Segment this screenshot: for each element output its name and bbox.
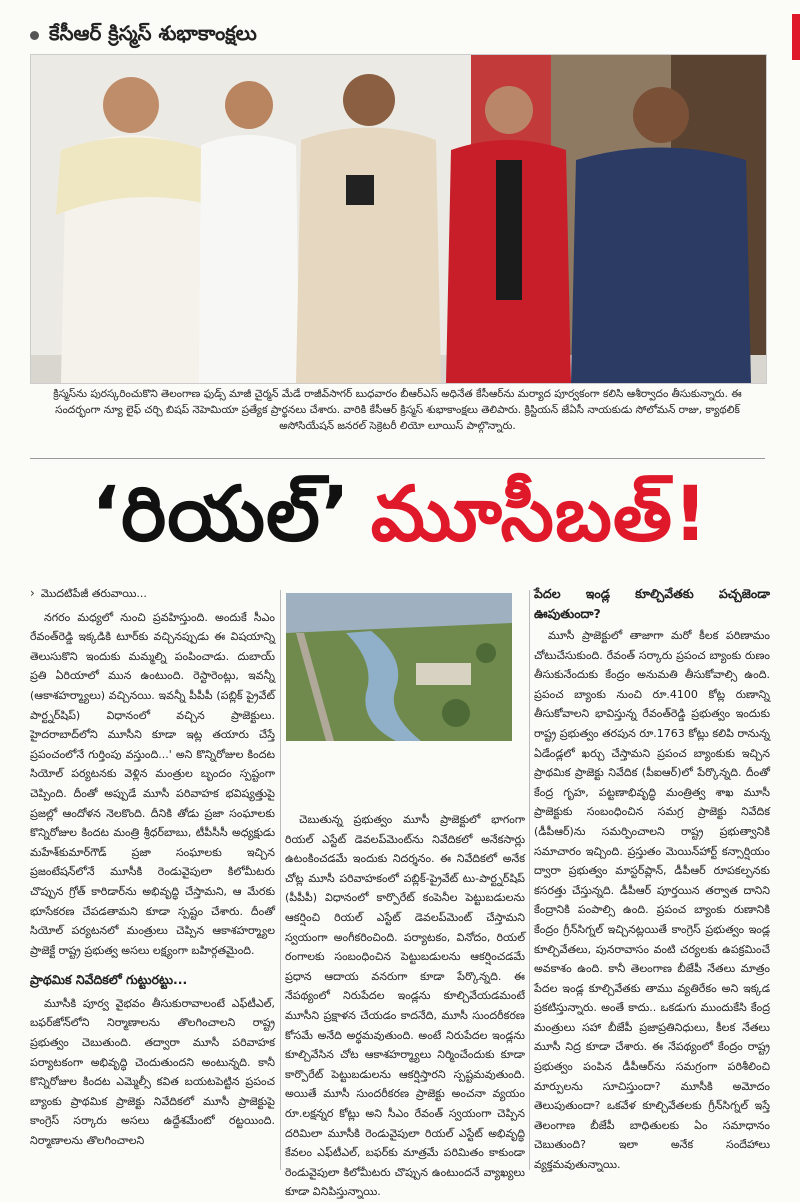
paragraph: మూసీకి పూర్వ వైభవం తీసుకురావాలంటే ఎఫ్‌టీఎల్, బఫర్‌జోన్‌లోని నిర్మాణాలను తొలగించాలని రాష్ట్ర ప్రభుత్వం చెబుతుంది. తద్వారా మూసీ పరివాహక పర్యాటకంగా అభివృద్ధి చెందుతుందని అంటున్నది. కానీ కొన్నిరోజుల కిందట ఎమ్మెల్సీ కవిత బయటపెట్టిన ప్రపంచ బ్యాంకు ప్రాథమిక ప్రాజెక్టు నివేదికలో మూసీ ప్రాజెక్టుపై కాంగ్రెస్ సర్కారు అసలు ఉద్దేశమేంటో రట్టయింది. నిర్మాణాలను తొలగించాలని bbox=[30, 996, 275, 1148]
column-divider bbox=[529, 590, 530, 1170]
musi-river-photo bbox=[286, 593, 512, 741]
paragraph: చెబుతున్న ప్రభుత్వం మూసీ ప్రాజెక్టులో భాగంగా రియల్ ఎస్టేట్ డెవలప్‌మెంట్‌ను నివేదికలో అనేకసార్లు ఉటంకించడమే ఇందుకు నిదర్శనం. ఈ నివేదికలో అనేక చోట్ల మూసీ పరివాహకంలో పబ్లిక్-ప్రైవేట్ టు-పార్ట్నర్‌షిప్ (పీపీపీ) విధానంలో కార్పొరేట్ కంపెనీల పెట్టుబడులను ఆకర్షించి రియల్ ఎస్టేట్ డెవలప్‌మెంట్ చేస్తామని స్వయంగా అంగీకరించింది. పర్యాటకం, వినోదం, రియల్ రంగాలకు సంబంధించిన పెట్టుబడులను ఆకర్షించడమే ప్రధాన ఆదాయ వనరుగా కూడా పేర్కొన్నది. ఈ నేపథ్యంలో నిరుపేదల ఇండ్లను కూల్చివేయడమంటే మూసీని ప్రక్షాళన చేయడం కాదనేది, మూసీ సుందరీకరణ కోసమే అనేది అర్థమవుతుంది. అంటే నిరుపేదల ఇండ్లను కూల్చివేసిన చోట ఆకాశహర్మ్యాలు నిర్మించేందుకు కూడా కార్పొరేట్ పెట్టుబడులను ఆకర్షిస్తారని స్పష్టమవుతుంది. అయితే మూసీ సుందరీకరణ ప్రాజెక్టు అంచనా వ్యయం రూ.లక్షన్నర కోట్లు అని సీఎం రేవంత్ స్వయంగా చెప్పిన దరిమిలా మూసీకి రెండువైపులా రియల్ ఎస్టేట్ అభివృద్ధి కేవలం ఎఫ్‌టీఎల్, బఫర్‌కు మాత్రమే పరిమితం కాకుండా రెండువైపులా కిలోమీటరు చొప్పున ఉంటుందనే వ్యాఖ్యలు కూడా వినిపిస్తున్నాయి. bbox=[285, 813, 525, 1199]
bullet-icon bbox=[30, 31, 39, 40]
section-title: కేసీఆర్ క్రిస్మస్ శుభాకాంక్షలు bbox=[49, 20, 257, 45]
continued-label: › మొదటిపేజీ తరువాయి... bbox=[30, 584, 275, 604]
column-divider bbox=[280, 590, 281, 1170]
chevron-right-icon: › bbox=[30, 586, 35, 600]
headline-part-1: ‘రియల్’ bbox=[91, 469, 351, 558]
headline-part-2: మూసీబత్! bbox=[370, 469, 709, 558]
section-header bbox=[30, 18, 257, 52]
kcr-christmas-photo bbox=[30, 54, 767, 384]
headline bbox=[30, 468, 770, 578]
article-column-1 bbox=[30, 584, 275, 1151]
subheading: పేదల ఇండ్ల కూల్చివేతకు పచ్చజెండా ఊపుతుందా? bbox=[534, 586, 770, 621]
paragraph: నగరం మధ్యలో నుంచి ప్రవహిస్తుంది. అందుకే సీఎం రేవంత్‌రెడ్డి ఇక్కడికి టూర్‌కు వచ్చినప్పుడు ఈ విషయాన్ని తెలుసుకొని ఇందుకు మమ్మల్ని పంపించాడు. దుబాయ్ ప్రతి ఏరియాలో మున ఉంటుంది. రెస్టారెంట్లు, ఇవన్నీ (ఆకాశహర్మ్యాలు) వచ్చినయి. ఇవన్నీ పీపీపీ (పబ్లిక్ ప్రైవేట్ పార్ట్నర్‌షిప్) విధానంలో వచ్చిన ప్రాజెక్టులు. హైదరాబాద్‌లోని మూసీని కూడా ఇట్ల తయారు చేస్తే ప్రపంచంలోనే గుర్తింపు వస్తుంది...' అని కొన్నిరోజుల కిందట సియోల్ పర్యటనకు వెళ్లిన మంత్రుల బృందం స్పష్టంగా చెప్పింది. దీంతో అప్పుడే మూసీ పరివాహక భవిష్యత్తుపై ప్రజల్లో ఆందోళన నెలకొంది. దీనికి తోడు ప్రజా సంఘాలకు కొన్నిరోజుల కిందట మంత్రి శ్రీధర్‌బాబు, టీపీసీసీ అధ్యక్షుడు మహేశ్‌కుమార్‌గౌడ్ ప్రజా సంఘాలకు ఇచ్చిన ప్రజంటేషన్‌లోనే మూసీకి రెండువైపులా కిలోమీటరు చొప్పున గ్రోత్ కారిడార్‌ను అభివృద్ధి చేస్తామని, ఆ మేరకు భూసేకరణ చేపడతామని కూడా స్పష్టం చేశారు. దీంతో సియోల్ పర్యటనలో మంత్రులు చెప్పిన ఆకాశహర్మ్యాల ప్రాజెక్టే రాష్ట్ర ప్రభుత్వ అసలు లక్ష్యంగా బహిర్గతమైంది. bbox=[30, 610, 275, 957]
subheading: ప్రాథమిక నివేదికలో గుట్టురట్టు... bbox=[30, 972, 188, 988]
article-column-3 bbox=[534, 584, 770, 1175]
paragraph: మూసీ ప్రాజెక్టులో తాజాగా మరో కీలక పరిణామం చోటుచేసుకుంది. రేవంత్ సర్కారు ప్రపంచ బ్యాంకు రుణం తీసుకునేందుకు కేంద్రం అనుమతి తీసుకోవాల్సి ఉంది. ప్రపంచ బ్యాంకు నుంచి రూ.4100 కోట్ల రుణాన్ని తీసుకోవాలని భావిస్తున్న రేవంత్‌రెడ్డి ప్రభుత్వం ఇందుకు రాష్ట్ర ప్రభుత్వం తరపున రూ.1763 కోట్లు కలిపి రానున్న ఏడేండ్లలో ఖర్చు చేస్తామని ప్రపంచ బ్యాంకుకు ఇచ్చిన ప్రాథమిక ప్రాజెక్టు నివేదిక (పీఐఆర్)లో పేర్కొన్నది. దీంతో కేంద్ర గృహ, పట్టణాభివృద్ధి మంత్రిత్వ శాఖ మూసీ ప్రాజెక్టుకు సంబంధించిన సమగ్ర ప్రాజెక్టు నివేదిక (డీపీఆర్)ను సమర్పించాలని రాష్ట్ర ప్రభుత్వానికి సమాచారం ఇచ్చింది. ప్రస్తుతం మెయిన్‌హార్ట్ కన్సార్షియం ద్వారా ప్రభుత్వం మాస్టర్‌ప్లాన్, డీపీఆర్ రూపకల్పనకు కసరత్తు చేస్తున్నది. డీపీఆర్ పూర్తయిన తర్వాత దానిని కేంద్రానికి పంపాల్సి ఉంది. ప్రపంచ బ్యాంకు రుణానికి కేంద్రం గ్రీన్‌సిగ్నల్ ఇచ్చినట్లయితే కాంగ్రెస్ ప్రభుత్వం ఇండ్ల కూల్చివేతలు, పునరావాసం వంటి చర్యలకు ఉపక్రమించే అవకాశం ఉంది. కానీ తెలంగాణ బీజేపీ నేతలు మాత్రం పేదల ఇండ్ల కూల్చివేతకు తాము వ్యతిరేకం అని ఇక్కడ ప్రకటిస్తున్నారు. అంతే కాదు.. ఒకడుగు ముందుకేసి కేంద్ర మంత్రులు సహా బీజేపీ ప్రజాప్రతినిధులు, కీలక నేతలు మూసీ నిద్ర కూడా చేశారు. ఈ నేపథ్యంలో కేంద్రం రాష్ట్ర ప్రభుత్వం పంపిన డీపీఆర్‌ను సమగ్రంగా పరిశీలించి మార్పులను సూచిస్తుందా? మూసీకి అమోదం తెలుపుతుందా? ఒకవేళ కూల్చివేతలకు గ్రీన్‌సిగ్నల్ ఇస్తే తెలంగాణ బీజేపీ బాధితులకు ఏం సమాధానం చెబుతుంది? ఇలా అనేక సందేహాలు వ్యక్తమవుతున్నాయి. bbox=[534, 629, 770, 1172]
divider bbox=[30, 458, 765, 459]
photo-caption: క్రిస్మస్‌ను పురస్కరించుకొని తెలంగాణ ఫుడ్స్ మాజీ చైర్మన్ మేడే రాజీవ్‌సాగర్ బుధవారం బీఆర్ఎస్ అధినేత కేసీఆర్‌ను మర్యాద పూర్వకంగా కలిసి ఆశీర్వాదం తీసుకున్నారు. ఈ సందర్భంగా న్యూ లైఫ్ చర్చి బిషప్ నెహెమియా ప్రత్యేక ప్రార్థనలు చేశారు. వారికి కేసీఆర్ క్రిస్మస్ శుభాకాంక్షలు తెలిపారు. క్రిస్టియన్ జేఏసీ నాయకుడు సోలోమన్ రాజు, క్యాథలిక్ అసోసియేషన్ జనరల్ సెక్రెటరీ లియో లూయిస్ పాల్గొన్నారు. bbox=[53, 388, 742, 432]
article-column-2 bbox=[285, 810, 525, 1202]
page-edge-marker bbox=[792, 14, 800, 60]
